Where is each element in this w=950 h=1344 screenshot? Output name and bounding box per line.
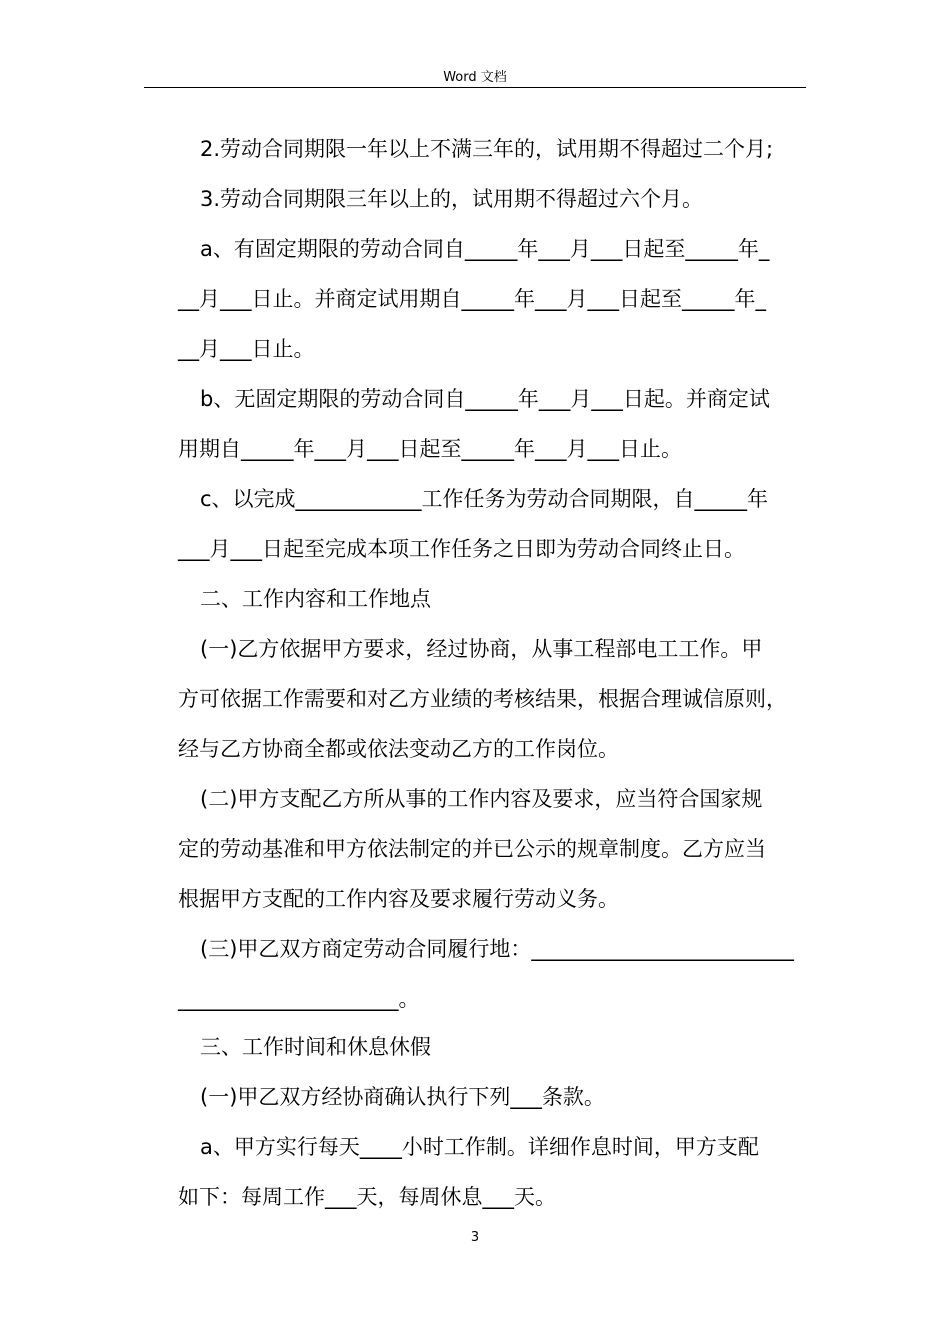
text-line: __月___日止。并商定试用期自_____年___月___日起至_____年_ — [178, 287, 766, 311]
text-line: b、无固定期限的劳动合同自_____年___月___日起。并商定试 — [200, 387, 770, 411]
text-line: (一)乙方依据甲方要求，经过协商，从事工程部电工工作。甲 — [200, 637, 763, 661]
text-line: (三)甲乙双方商定劳动合同履行地：_________________________ — [200, 937, 794, 961]
text-line: ___月___日起至完成本项工作任务之日即为劳动合同终止日。 — [178, 537, 745, 561]
text-line: 方可依据工作需要和对乙方业绩的考核结果，根据合理诚信原则， — [178, 687, 787, 711]
page-number: 3 — [470, 1230, 480, 1245]
text-line: _____________________。 — [178, 987, 420, 1011]
text-line: 如下：每周工作___天，每周休息___天。 — [178, 1185, 556, 1209]
text-line: (一)甲乙双方经协商确认执行下列___条款。 — [200, 1085, 605, 1109]
text-line: c、以完成____________工作任务为劳动合同期限，自_____年 — [200, 487, 769, 511]
text-line: (二)甲方支配乙方所从事的工作内容及要求，应当符合国家规 — [200, 787, 763, 811]
section-heading: 三、工作时间和休息休假 — [200, 1035, 431, 1059]
section-heading: 二、工作内容和工作地点 — [200, 587, 431, 611]
header-divider — [144, 87, 806, 88]
text-line: __月___日止。 — [178, 337, 315, 361]
text-line: 3.劳动合同期限三年以上的，试用期不得超过六个月。 — [200, 187, 704, 211]
text-line: a、有固定期限的劳动合同自_____年___月___日起至_____年_ — [200, 237, 770, 261]
text-line: 根据甲方支配的工作内容及要求履行劳动义务。 — [178, 887, 619, 911]
text-line: 2.劳动合同期限一年以上不满三年的，试用期不得超过二个月; — [200, 137, 774, 161]
text-line: 经与乙方协商全都或依法变动乙方的工作岗位。 — [178, 737, 619, 761]
text-line: 定的劳动基准和甲方依法制定的并已公示的规章制度。乙方应当 — [178, 837, 766, 861]
page-header: Word 文档 — [443, 70, 507, 85]
text-line: 用期自_____年___月___日起至_____年___月___日止。 — [178, 437, 682, 461]
text-line: a、甲方实行每天____小时工作制。详细作息时间，甲方支配 — [200, 1135, 759, 1159]
